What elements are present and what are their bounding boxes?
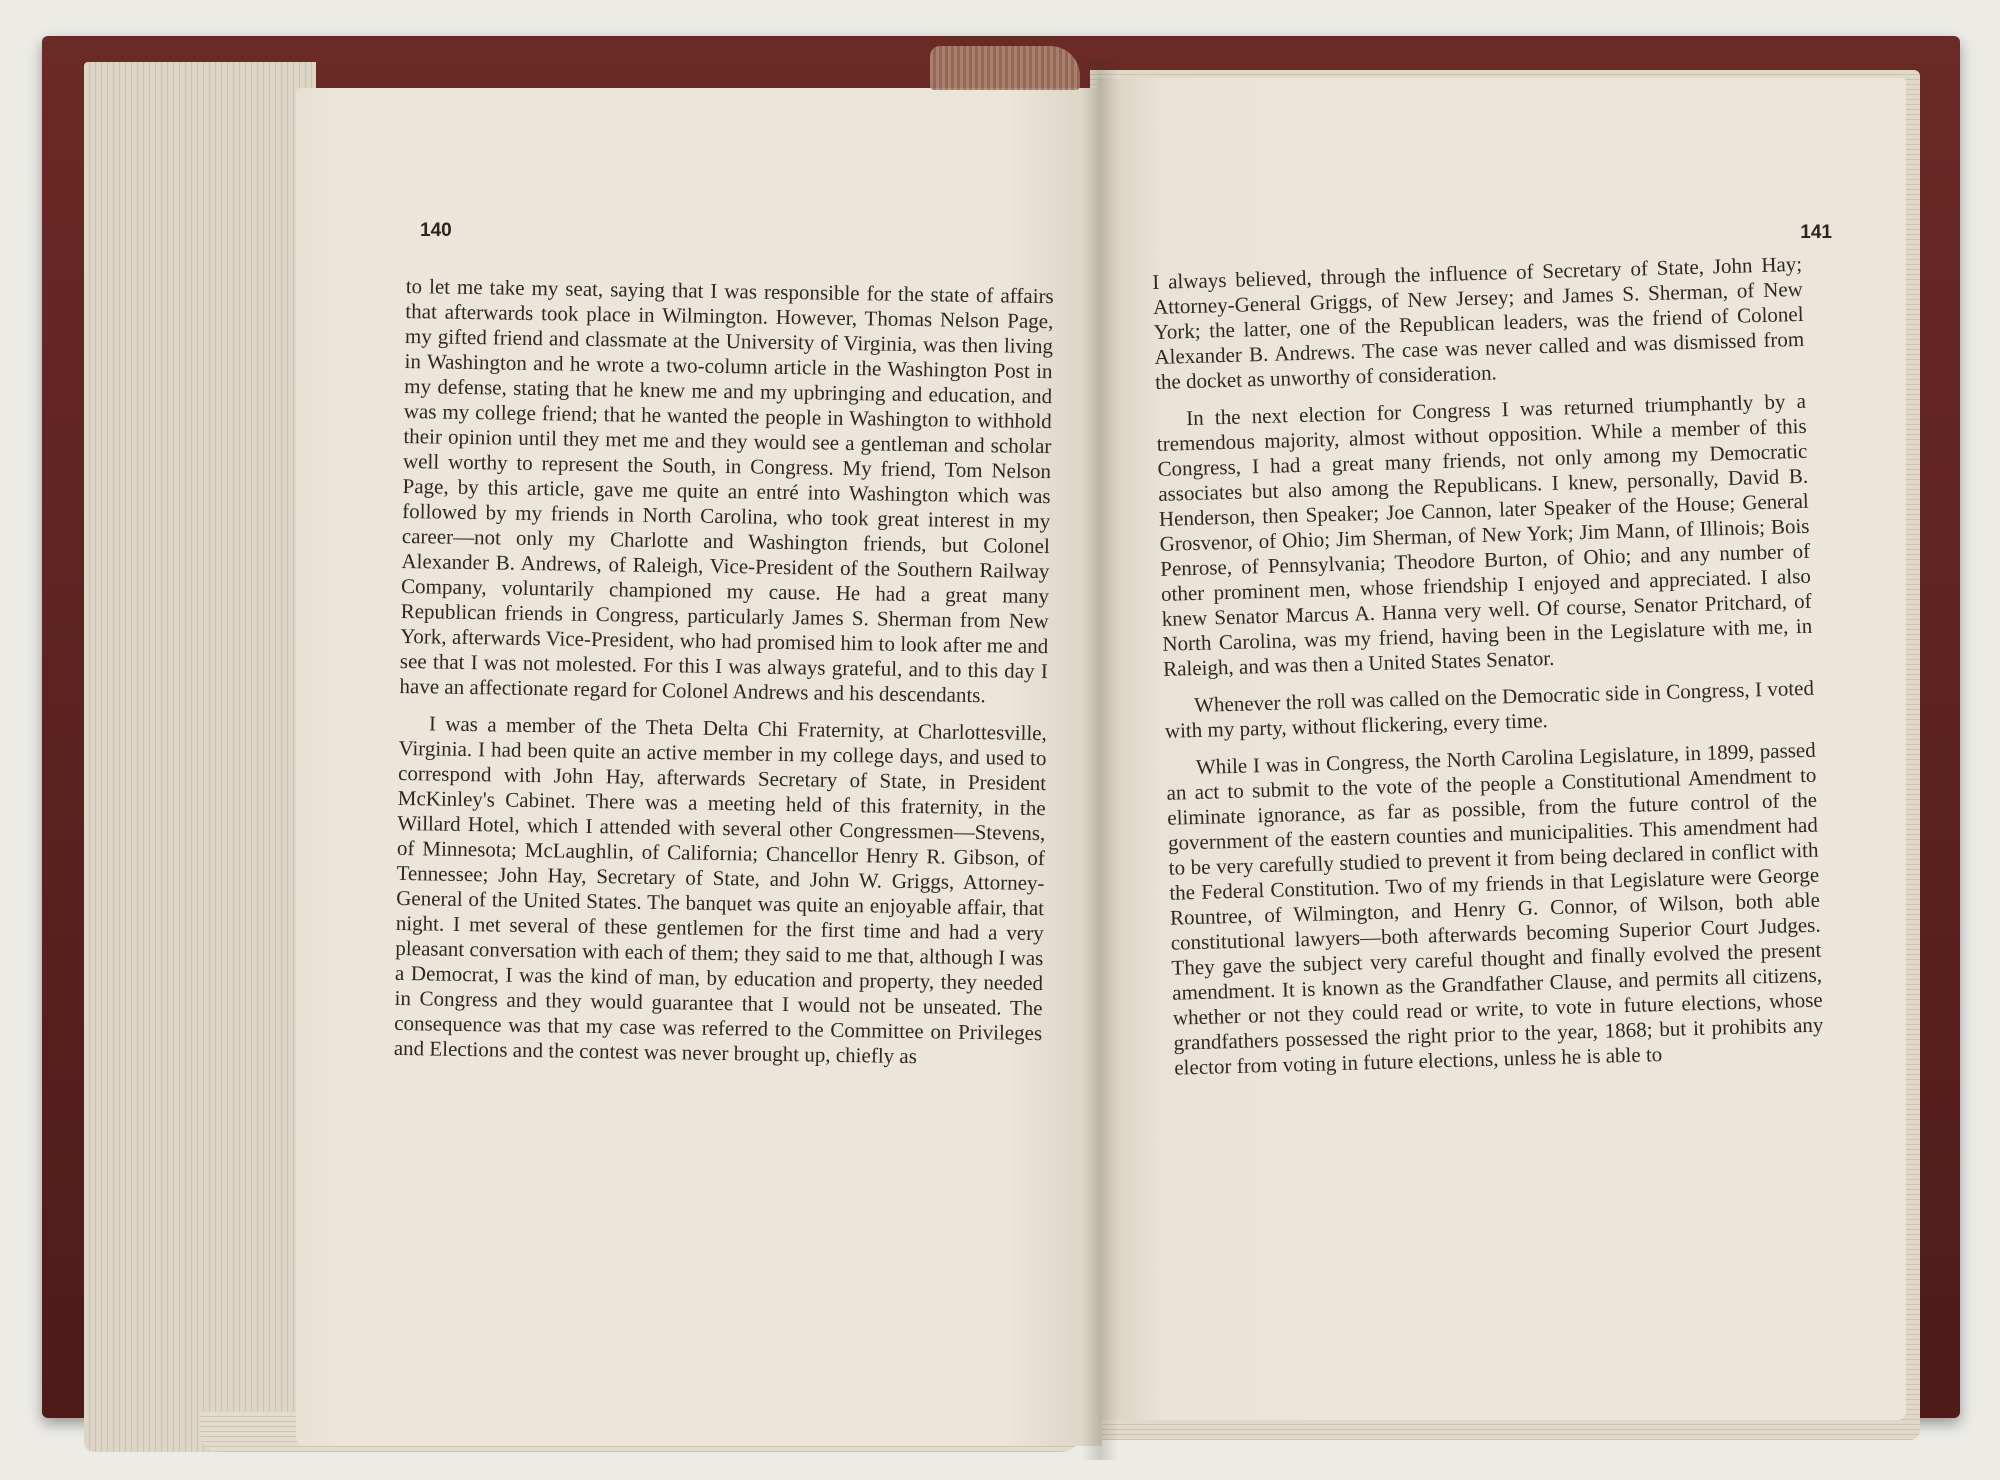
- book-headband: [930, 46, 1080, 90]
- right-paragraph-1: I always believed, through the influence of Secretary of State, John Hay; Attorney-General Griggs, of New Jersey; and James S. Sherman, of New York; the latter, one of the Republican leaders, was the friend of Colonel Alexander B. Andrews. The case was never called and was dismissed from the docket as unworthy of consideration.: [1152, 251, 1805, 394]
- left-paragraph-1: to let me take my seat, saying that I was responsible for the state of affairs that afterwards took place in Wilmington. However, Thomas Nelson Page, my gifted friend and classmate at the University of Virginia, was then living in Washington and he wrote a two-column article in the Washington Post in my defense, stating that he knew me and my upbringing and education, and was my college friend; that he wanted the people in Washington to withhold their opinion until they met me and they would see a gentleman and scholar well worthy to represent the South, in Congress. My friend, Tom Nelson Page, by this article, gave me quite an entré into Washington which was followed by my friends in North Carolina, who took great interest in my career—not only my Charlotte and Washington friends, but Colonel Alexander B. Andrews, of Raleigh, Vice-President of the Southern Railway Company, voluntarily championed my cause. He had a great many Republican friends in Congress, particularly James S. Sherman from New York, afterwards Vice-President, who had promised him to look after me and see that I was not molested. For this I was always grateful, and to this day I have an affectionate regard for Colonel Andrews and his descendants.: [399, 274, 1054, 708]
- page-number-left: 140: [420, 220, 452, 241]
- right-paragraph-2: In the next election for Congress I was returned triumphantly by a tremendous majority, almost without opposition. While a member of this Congress, I had a great many friends, not only among my Democratic associates but also among the Republicans. I knew, personally, David B. Henderson, then Speaker; Joe Cannon, later Speaker of the House; General Grosvenor, of Ohio; Jim Sherman, of New York; Jim Mann, of Illinois; Bois Penrose, of Pennsylvania; Theodore Burton, of Ohio; and any number of other prominent men, whose friendship I enjoyed and appreciated. I also knew Senator Marcus A. Hanna very well. Of course, Senator Pritchard, of North Carolina, was my friend, having been in the Legislature with me, in Raleigh, and was then a United States Senator.: [1156, 388, 1813, 681]
- right-paragraph-3: Whenever the roll was called on the Democratic side in Congress, I voted with my party, without flickering, every time.: [1164, 675, 1815, 743]
- right-paragraph-4: While I was in Congress, the North Carolina Legislature, in 1899, passed an act to submit to the vote of the people a Constitutional Amendment to eliminate ignorance, as far as possible, from the future control of the government of the eastern counties and municipalities. This amendment had to be very carefully studied to prevent it from being declared in conflict with the Federal Constitution. Two of my friends in that Legislature were George Rountree, of Wilmington, and Henry G. Connor, of Wilson, both able constitutional lawyers—both afterwards becoming Superior Court Judges. They gave the subject very careful thought and finally evolved the present amendment. It is known as the Grandfather Clause, and permits all citizens, whether or not they could read or write, to vote in future elections, whose grandfathers possessed the right prior to the year, 1868; but it prohibits any elector from voting in future elections, unless he is able to: [1166, 737, 1824, 1080]
- right-page-text: [1152, 252, 1825, 1093]
- left-paragraph-2: I was a member of the Theta Delta Chi Fraternity, at Charlottesville, Virginia. I had been quite an active member in my college days, and used to correspond with John Hay, afterwards Secretary of State, in President McKinley's Cabinet. There was a meeting held of this fraternity, in the Willard Hotel, which I attended with several other Congressmen—Stevens, of Minnesota; McLaughlin, of California; Chancellor Henry R. Gibson, of Tennessee; John Hay, Secretary of State, and John W. Griggs, Attorney-General of the United States. The banquet was quite an enjoyable affair, that night. I met several of these gentlemen for the first time and had a very pleasant conversation with each of them; they said to me that, although I was a Democrat, I was the kind of man, by education and property, they needed in Congress and they would guarantee that I would not be unseated. The consequence was that my case was referred to the Committee on Privileges and Elections and the contest was never brought up, chiefly as: [393, 711, 1048, 1069]
- right-page: [1098, 78, 1906, 1420]
- left-page-text: [393, 274, 1053, 1083]
- page-edges-left: [84, 62, 316, 1452]
- left-page: [296, 88, 1102, 1446]
- page-number-right: 141: [1800, 222, 1832, 243]
